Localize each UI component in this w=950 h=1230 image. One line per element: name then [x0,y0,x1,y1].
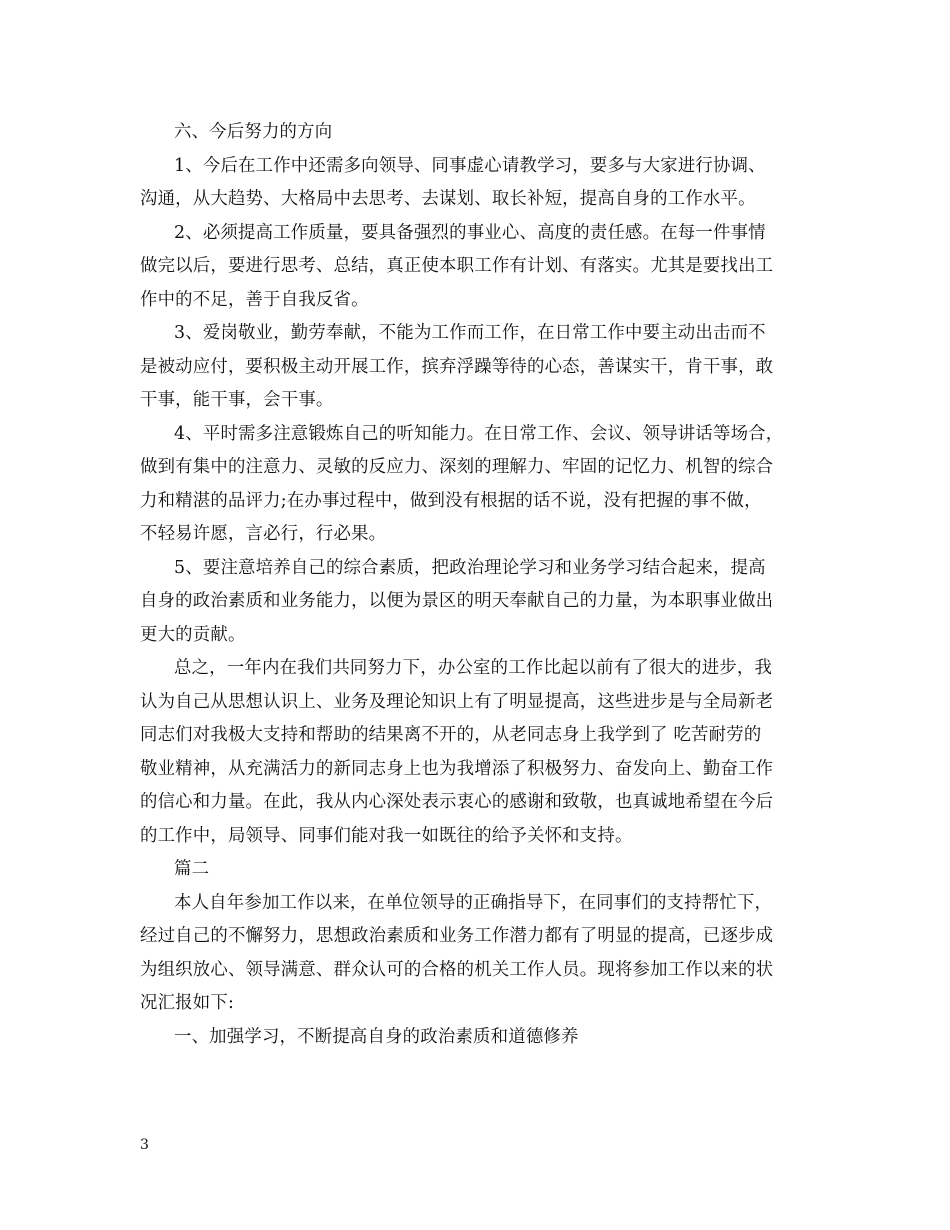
text-line: 经过自己的不懈努力，思想政治素质和业务工作潜力都有了明显的提高，已逐步成 [140,926,774,946]
text-line: 干事，能干事，会干事。 [140,390,334,410]
text-line: 认为自己从思想认识上、业务及理论知识上有了明显提高，这些进步是与全局新老 [140,691,774,712]
text-line: 5、要注意培养自己的综合素质，把政治理论学习和业务学习结合起来，提高 [174,557,766,578]
text-line: 3、爱岗敬业，勤劳奉献，不能为工作而工作，在日常工作中要主动出击而不 [174,323,766,343]
text-line: 同志们对我极大支持和帮助的结果离不开的，从老同志身上我学到了 吃苦耐劳的 [140,725,762,745]
text-line: 一、加强学习，不断提高自身的政治素质和道德修养 [174,1026,579,1047]
text-line: 的工作中，局领导、同事们能对我一如既往的给予关怀和支持。 [140,825,633,846]
text-line: 本人自年参加工作以来，在单位领导的正确指导下，在同事们的支持帮忙下， [174,892,773,913]
text-line: 作中的不足，善于自我反省。 [140,289,369,310]
text-line: 总之，一年内在我们共同努力下，办公室的工作比起以前有了很大的进步，我 [174,658,773,678]
text-line: 况汇报如下: [140,993,235,1013]
text-line: 的信心和力量。在此，我从内心深处表示衷心的感谢和致敬，也真诚地希望在今后 [140,792,774,812]
page-number: 3 [140,1137,149,1153]
text-line: 力和精湛的品评力;在办事过程中，做到没有根据的话不说，没有把握的事不做， [140,490,762,511]
text-line: 沟通，从大趋势、大格局中去思考、去谋划、取长补短，提高自身的工作水平。 [140,189,756,209]
text-line: 1、今后在工作中还需多向领导、同事虚心请教学习，要多与大家进行协调、 [174,155,766,176]
text-line: 自身的政治素质和业务能力，以便为景区的明天奉献自己的力量，为本职事业做出 [140,591,774,611]
text-line: 篇二 [174,859,210,879]
text-line: 更大的贡献。 [140,624,246,645]
document-body [140,116,815,1054]
text-line: 2、必须提高工作质量，要具备强烈的事业心、高度的责任感。在每一件事情 [174,222,766,243]
text-line: 不轻易许愿，言必行，行必果。 [140,524,387,544]
text-line: 做完以后，要进行思考、总结，真正使本职工作有计划、有落实。尤其是要找出工 [140,256,774,276]
text-line: 敬业精神，从充满活力的新同志身上也为我增添了积极努力、奋发向上、勤奋工作 [140,758,774,779]
text-line: 做到有集中的注意力、灵敏的反应力、深刻的理解力、牢固的记忆力、机智的综合 [140,457,774,477]
text-line: 六、今后努力的方向 [174,122,333,142]
text-line: 4、平时需多注意锻炼自己的听知能力。在日常工作、会议、领导讲话等场合， [174,423,784,444]
text-line: 是被动应付，要积极主动开展工作，摈弃浮躁等待的心态，善谋实干，肯干事，敢 [140,356,774,377]
text-line: 为组织放心、领导满意、群众认可的合格的机关工作人员。现将参加工作以来的状 [140,959,774,980]
